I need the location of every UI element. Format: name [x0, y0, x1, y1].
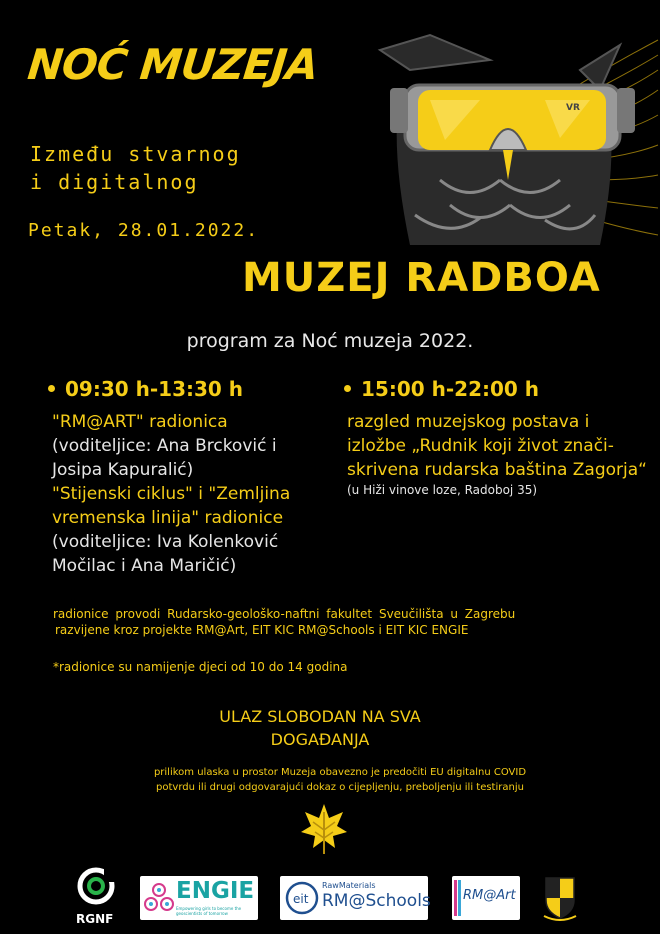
event-title: NOĆ MUZEJA — [25, 40, 321, 89]
morning-program: 09:30 h-13:30 h "RM@ART" radionica (voditeljice: Ana Brcković i Josipa Kapuralić) "Stijenski ciklus" i "Zemljina vremenska linija" radionice (voditeljice: Iva Kolenković Močilac i Ana Maričić) — [48, 377, 328, 578]
rmschools-logo: eit RawMaterials RM@Schools — [280, 876, 428, 920]
owl-vr-illustration — [370, 30, 660, 245]
event-date: Petak, 28.01.2022. — [28, 220, 260, 241]
rmart-bar — [454, 880, 457, 916]
engie-logo: ENGIE Empowering girls to become the geoscientists of tomorrow — [140, 876, 258, 920]
exhibition-location: (u Hiži vinove loze, Radoboj 35) — [347, 483, 538, 497]
rgnf-icon — [76, 866, 116, 906]
age-note: *radionice su namijenje djeci od 10 do 14 godina — [53, 660, 348, 674]
evening-time: 15:00 h-22:00 h — [344, 377, 656, 401]
bullet-icon — [344, 385, 351, 392]
evening-program: 15:00 h-22:00 h razgled muzejskog postava i izložbe „Rudnik koji život znači- skrivena rudarska baština Zagorja“ (u Hiži vinove loze, Radoboj 35) — [344, 377, 656, 498]
molecule-icon — [143, 880, 175, 916]
rgnf-logo: RGNF — [76, 866, 116, 926]
rmart-logo: RM@Art — [452, 876, 520, 920]
provider-note: radionice provodi Rudarsko-geološko-naftni fakultet Sveučilišta u Zagrebu razvijene kroz projekte RM@Art, EIT KIC RM@Schools i EIT KIC ENGIE — [53, 607, 516, 637]
workshop-stijenski: "Stijenski ciklus" i "Zemljina — [52, 484, 291, 504]
museum-name: MUZEJ RADBOA — [242, 255, 601, 301]
eit-icon — [284, 880, 320, 916]
event-subtitle: Između stvarnog i digitalnog — [30, 142, 241, 194]
coat-of-arms-icon — [540, 872, 580, 922]
rmart-bar — [458, 880, 461, 916]
covid-notice: prilikom ulaska u prostor Muzeja obavezno je predočiti EU digitalnu COVID potvrdu ili drugi odgovarajući dokaz o cijepljenju, preboljenju ili testiranju — [153, 767, 527, 793]
free-entry-notice: ULAZ SLOBODAN NA SVA DOGAĐANJA — [219, 707, 421, 749]
goggles-label: VR — [566, 103, 580, 113]
workshop-rmart: "RM@ART" radionica — [52, 412, 228, 432]
program-title: program za Noć muzeja 2022. — [186, 330, 474, 352]
leaf-emblem-icon — [299, 802, 349, 856]
svg-text:eit: eit — [293, 892, 309, 906]
bullet-icon — [48, 385, 55, 392]
morning-time: 09:30 h-13:30 h — [48, 377, 328, 401]
